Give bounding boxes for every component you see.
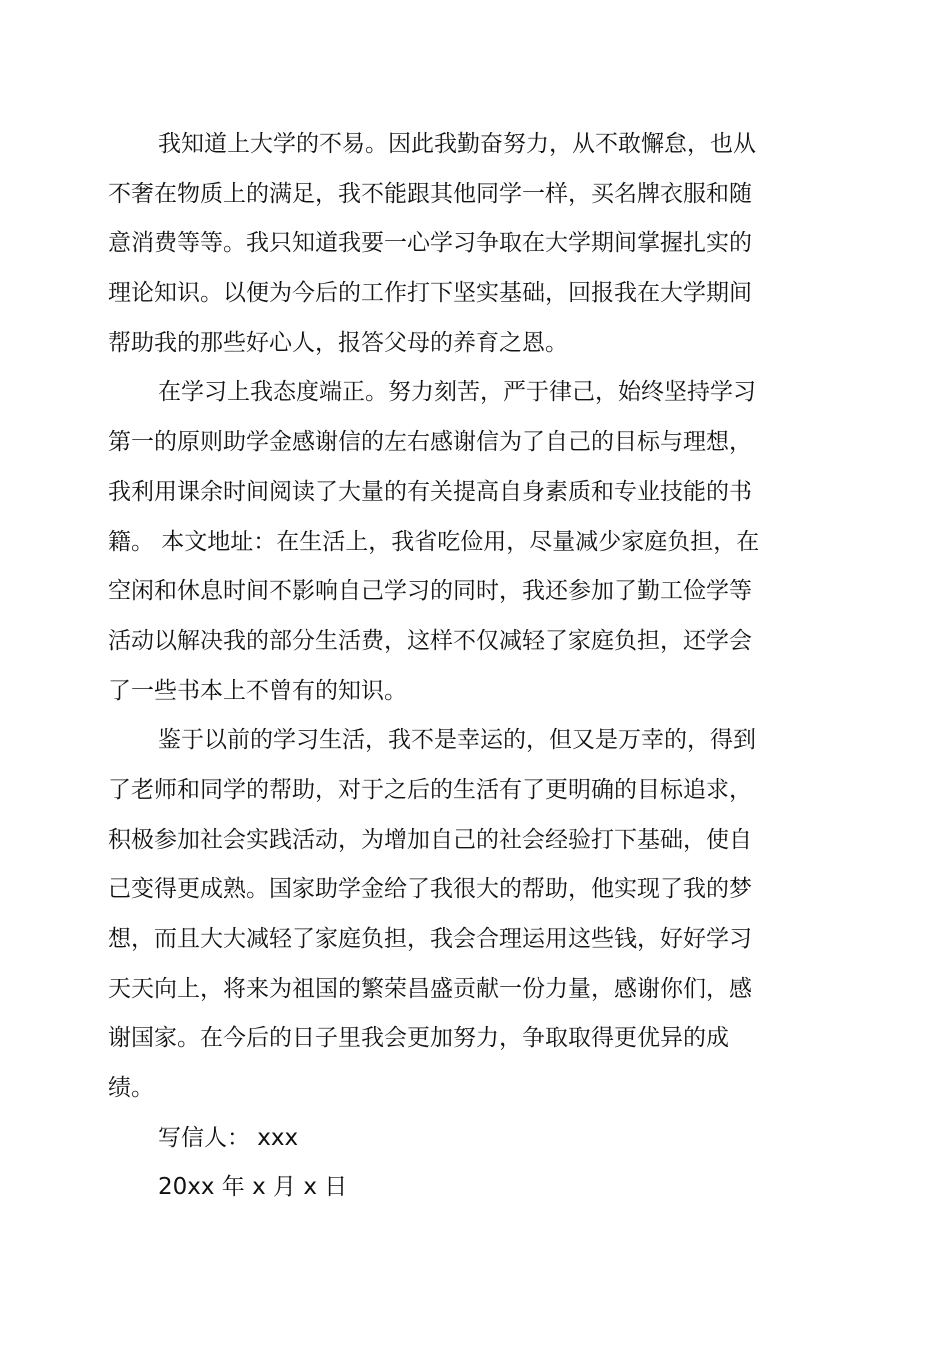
text-line: 绩。 [108, 1075, 154, 1102]
text-line: 帮助我的那些好心人，报答父母的养育之恩。 [108, 329, 568, 356]
text-line: 活动以解决我的部分生活费，这样不仅减轻了家庭负担，还学会 [108, 627, 752, 654]
text-line: 了一些书本上不曾有的知识。 [108, 677, 407, 704]
text-line: 籍。 本文地址：在生活上，我省吃俭用，尽量减少家庭负担，在 [108, 528, 760, 555]
text-line: 鉴于以前的学习生活，我不是幸运的，但又是万幸的，得到 [158, 727, 756, 754]
text-line: 我知道上大学的不易。因此我勤奋努力，从不敢懈怠，也从 [158, 131, 756, 157]
text-line: 谢国家。在今后的日子里我会更加努力，争取取得更优异的成 [108, 1025, 729, 1052]
text-line: 积极参加社会实践活动，为增加自己的社会经验打下基础，使自 [108, 826, 752, 853]
signature-line: 写信人： xxx [158, 1124, 299, 1151]
text-line: 了老师和同学的帮助，对于之后的生活有了更明确的目标追求， [108, 776, 752, 803]
text-line: 在学习上我态度端正。努力刻苦，严于律己，始终坚持学习 [158, 379, 756, 406]
text-line: 不奢在物质上的满足，我不能跟其他同学一样，买名牌衣服和随 [108, 180, 752, 207]
text-line: 我利用课余时间阅读了大量的有关提高自身素质和专业技能的书 [108, 478, 752, 505]
text-line: 己变得更成熟。国家助学金给了我很大的帮助，他实现了我的梦 [108, 876, 752, 903]
text-line: 第一的原则助学金感谢信的左右感谢信为了自己的目标与理想， [108, 429, 752, 456]
letter-body [108, 120, 768, 1213]
paragraph-3 [108, 716, 768, 1114]
text-line: 天天向上，将来为祖国的繁荣昌盛贡献一份力量，感谢你们，感 [108, 975, 752, 1002]
text-line: 理论知识。以便为今后的工作打下坚实基础，回报我在大学期间 [108, 280, 752, 307]
text-line: 想，而且大大减轻了家庭负担，我会合理运用这些钱，好好学习 [108, 926, 752, 952]
text-line: 意消费等等。我只知道我要一心学习争取在大学期间掌握扎实的 [108, 230, 752, 257]
paragraph-1 [108, 120, 768, 368]
date-line: 20xx 年 x 月 x 日 [158, 1174, 348, 1201]
paragraph-2 [108, 368, 768, 716]
text-line: 空闲和休息时间不影响自己学习的同时，我还参加了勤工俭学等 [108, 578, 752, 605]
